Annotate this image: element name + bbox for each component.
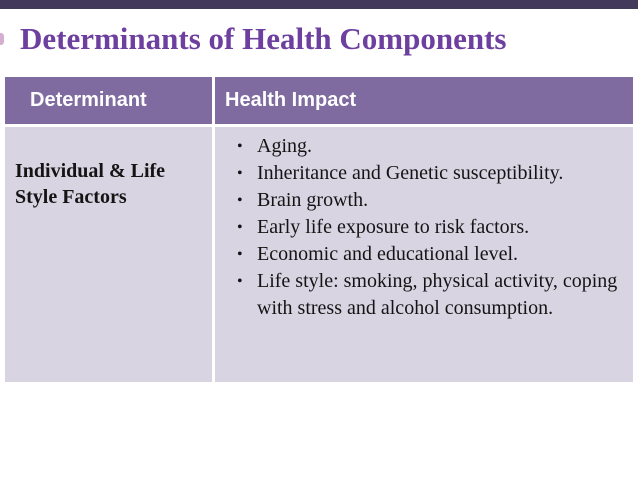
header-cell-health-impact: Health Impact — [225, 89, 357, 111]
impact-text: Economic and educational level. — [257, 243, 519, 265]
bullet-icon: • — [237, 246, 243, 263]
impact-list — [215, 133, 625, 322]
impact-text: Brain growth. — [257, 189, 369, 211]
table-header-row — [5, 77, 633, 124]
top-bar — [0, 0, 638, 9]
impact-text: Early life exposure to risk factors. — [257, 216, 530, 238]
health-table — [5, 77, 633, 382]
bullet-icon: • — [237, 219, 243, 236]
left-edge-notch — [0, 33, 4, 45]
impact-text: Inheritance and Genetic susceptibility. — [257, 162, 564, 184]
impact-text: Aging. — [257, 135, 312, 157]
table-row — [5, 127, 633, 382]
impacts-cell — [215, 127, 633, 382]
impact-item — [215, 187, 625, 214]
bullet-icon: • — [237, 192, 243, 209]
page-title: Determinants of Health Components — [20, 21, 507, 56]
bullet-icon: • — [237, 165, 243, 182]
impact-item — [215, 133, 625, 160]
impact-text: Life style: smoking, physical activity, coping with stress and alcohol consumption. — [257, 270, 618, 319]
bullet-icon: • — [237, 138, 243, 155]
impact-item — [215, 241, 625, 268]
determinant-cell: Individual & Life Style Factors — [5, 127, 215, 382]
header-cell-determinant: Determinant — [5, 77, 215, 124]
impact-item — [215, 268, 625, 322]
bullet-icon: • — [237, 273, 243, 290]
impact-item — [215, 160, 625, 187]
impact-item — [215, 214, 625, 241]
